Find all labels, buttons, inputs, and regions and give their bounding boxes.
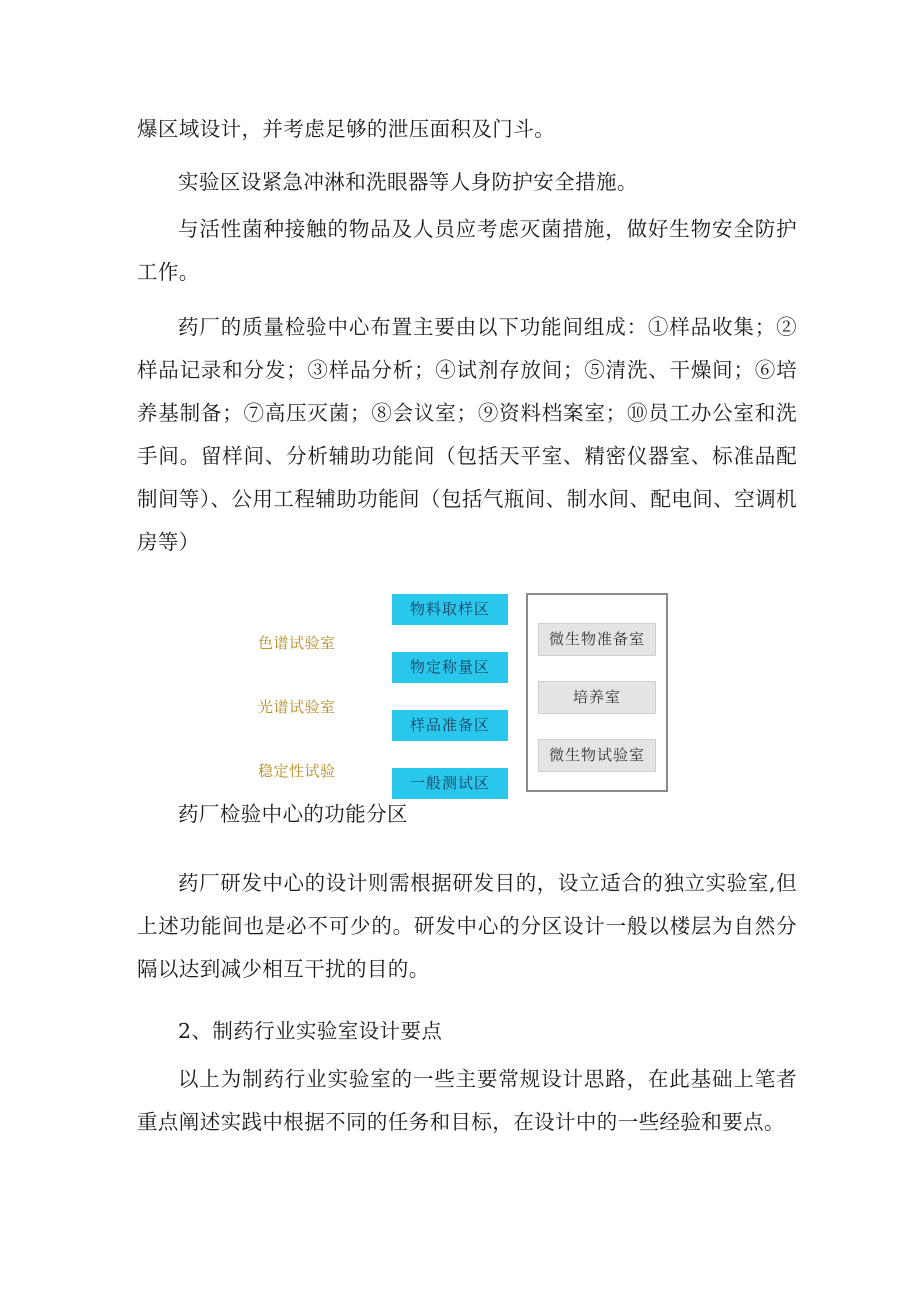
paragraph-5: 药厂研发中心的设计则需根据研发目的，设立适合的独立实验室,但上述功能间也是必不可少的。研发中心的分区设计一般以楼层为自然分隔以达到减少相互干扰的目的。 — [137, 871, 797, 981]
left-label-stability: 稳定性试验 — [258, 762, 336, 780]
room-micro-test: 微生物试验室 — [538, 739, 656, 772]
paragraph-1: 爆区域设计，并考虑足够的泄压面积及门斗。 — [137, 117, 555, 141]
section-heading: 2、制药行业实验室设计要点 — [178, 1019, 443, 1043]
zone-sample-prep: 样品准备区 — [392, 710, 508, 741]
left-label-spectroscopy: 光谱试验室 — [258, 698, 336, 716]
zone-weighing: 物定称量区 — [392, 652, 508, 683]
microbiology-area-frame — [526, 593, 668, 792]
paragraph-3: 与活性菌种接触的物品及人员应考虑灭菌措施，做好生物安全防护工作。 — [137, 217, 797, 284]
room-culture: 培养室 — [538, 681, 656, 714]
paragraph-7: 以上为制药行业实验室的一些主要常规设计思路，在此基础上笔者重点阐述实践中根据不同的任务和目标，在设计中的一些经验和要点。 — [137, 1067, 797, 1134]
room-micro-prep: 微生物准备室 — [538, 623, 656, 656]
function-zone-figure — [230, 588, 670, 803]
figure-caption: 药厂检验中心的功能分区 — [178, 802, 408, 826]
paragraph-4: 药厂的质量检验中心布置主要由以下功能间组成：①样品收集；②样品记录和分发；③样品分析；④试剂存放间；⑤清洗、干燥间；⑥培养基制备；⑦高压灭菌；⑧会议室；⑨资料档案室；⑩员工办公室和洗手间。留样间、分析辅助功能间（包括天平室、精密仪器室、标准品配制间等）、公用工程辅助功能间（包括气瓶间、制水间、配电间、空调机房等） — [137, 315, 797, 554]
zone-material-sampling: 物料取样区 — [392, 594, 508, 625]
zone-general-testing: 一般测试区 — [392, 768, 508, 799]
left-label-chromatography: 色谱试验室 — [258, 634, 336, 652]
paragraph-2: 实验区设紧急冲淋和洗眼器等人身防护安全措施。 — [178, 170, 638, 194]
